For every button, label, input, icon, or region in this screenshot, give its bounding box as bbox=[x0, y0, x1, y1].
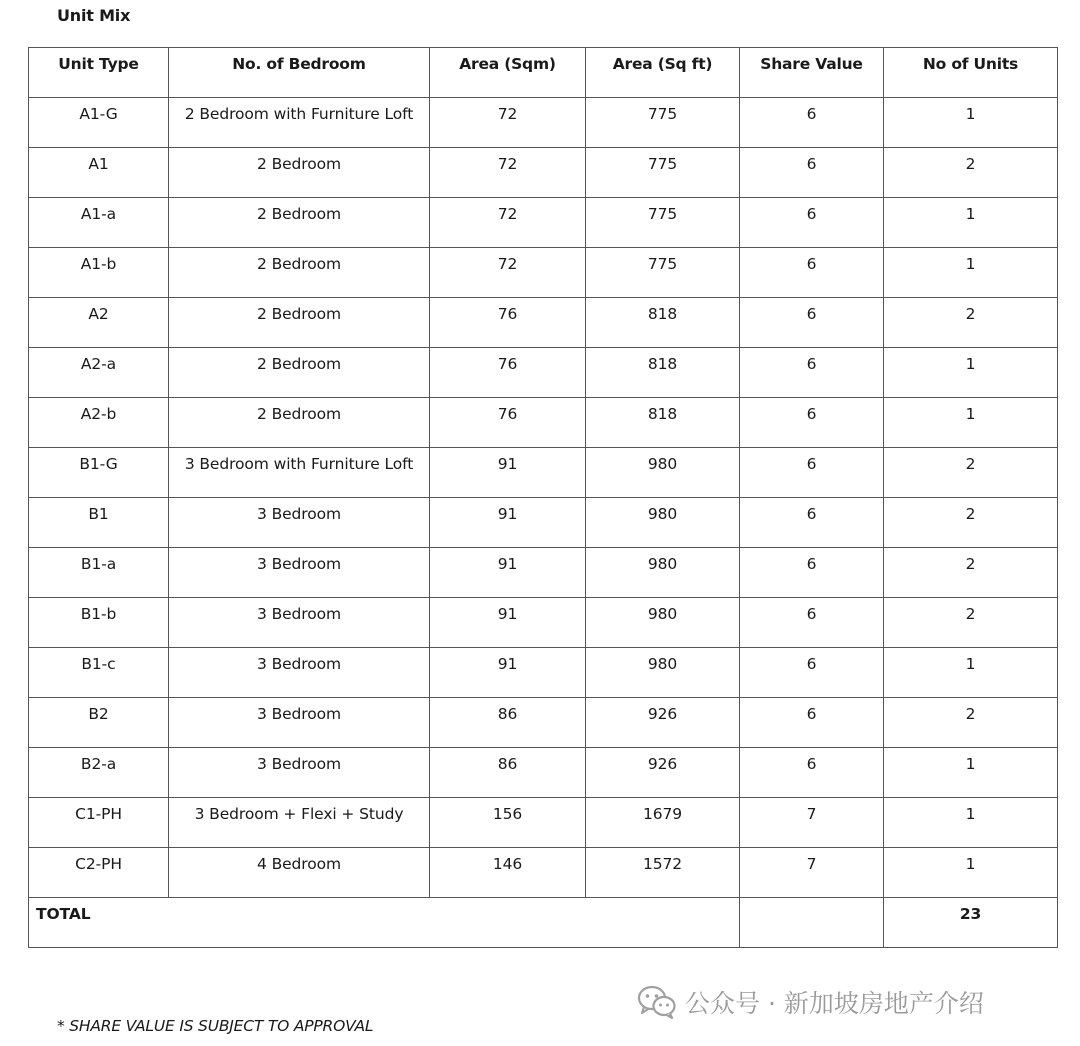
cell-no-of-units: 1 bbox=[884, 798, 1058, 848]
cell-bedroom: 2 Bedroom bbox=[169, 148, 430, 198]
cell-unit-type: A1-G bbox=[29, 98, 169, 148]
total-row bbox=[29, 898, 1058, 948]
cell-area-sqft: 818 bbox=[586, 298, 740, 348]
cell-bedroom: 2 Bedroom bbox=[169, 298, 430, 348]
cell-share-value: 6 bbox=[740, 498, 884, 548]
cell-bedroom: 2 Bedroom bbox=[169, 198, 430, 248]
cell-share-value: 6 bbox=[740, 298, 884, 348]
cell-bedroom: 3 Bedroom bbox=[169, 648, 430, 698]
cell-unit-type: A1-b bbox=[29, 248, 169, 298]
cell-area-sqm: 76 bbox=[430, 398, 586, 448]
cell-no-of-units: 1 bbox=[884, 248, 1058, 298]
header-bedroom: No. of Bedroom bbox=[169, 48, 430, 98]
cell-area-sqm: 76 bbox=[430, 348, 586, 398]
cell-area-sqft: 775 bbox=[586, 248, 740, 298]
cell-area-sqft: 926 bbox=[586, 748, 740, 798]
cell-no-of-units: 1 bbox=[884, 198, 1058, 248]
cell-bedroom: 3 Bedroom + Flexi + Study bbox=[169, 798, 430, 848]
cell-unit-type: A1-a bbox=[29, 198, 169, 248]
cell-bedroom: 3 Bedroom bbox=[169, 698, 430, 748]
cell-no-of-units: 2 bbox=[884, 148, 1058, 198]
cell-area-sqft: 818 bbox=[586, 348, 740, 398]
cell-share-value: 6 bbox=[740, 748, 884, 798]
watermark bbox=[637, 984, 984, 1020]
total-share-value bbox=[740, 898, 884, 948]
cell-area-sqft: 1572 bbox=[586, 848, 740, 898]
cell-unit-type: B1-G bbox=[29, 448, 169, 498]
header-area-sqft: Area (Sq ft) bbox=[586, 48, 740, 98]
cell-area-sqm: 86 bbox=[430, 748, 586, 798]
cell-area-sqm: 72 bbox=[430, 198, 586, 248]
cell-unit-type: B1-c bbox=[29, 648, 169, 698]
table-row bbox=[29, 798, 1058, 848]
cell-no-of-units: 2 bbox=[884, 698, 1058, 748]
cell-no-of-units: 2 bbox=[884, 598, 1058, 648]
cell-no-of-units: 2 bbox=[884, 548, 1058, 598]
cell-unit-type: A2 bbox=[29, 298, 169, 348]
cell-unit-type: B1-a bbox=[29, 548, 169, 598]
cell-no-of-units: 1 bbox=[884, 98, 1058, 148]
cell-area-sqft: 818 bbox=[586, 398, 740, 448]
table-row bbox=[29, 648, 1058, 698]
cell-area-sqft: 980 bbox=[586, 648, 740, 698]
cell-bedroom: 2 Bedroom with Furniture Loft bbox=[169, 98, 430, 148]
cell-area-sqm: 91 bbox=[430, 598, 586, 648]
cell-area-sqm: 72 bbox=[430, 248, 586, 298]
cell-bedroom: 2 Bedroom bbox=[169, 348, 430, 398]
cell-share-value: 6 bbox=[740, 198, 884, 248]
page-title: Unit Mix bbox=[57, 6, 131, 25]
cell-bedroom: 3 Bedroom bbox=[169, 548, 430, 598]
cell-area-sqft: 775 bbox=[586, 98, 740, 148]
cell-bedroom: 3 Bedroom bbox=[169, 598, 430, 648]
cell-share-value: 6 bbox=[740, 548, 884, 598]
cell-no-of-units: 1 bbox=[884, 648, 1058, 698]
cell-unit-type: B1 bbox=[29, 498, 169, 548]
cell-share-value: 6 bbox=[740, 398, 884, 448]
table-row bbox=[29, 348, 1058, 398]
cell-area-sqft: 775 bbox=[586, 148, 740, 198]
table-body bbox=[29, 98, 1058, 948]
cell-area-sqm: 72 bbox=[430, 98, 586, 148]
table-row bbox=[29, 448, 1058, 498]
cell-no-of-units: 1 bbox=[884, 848, 1058, 898]
table-row bbox=[29, 848, 1058, 898]
cell-area-sqm: 91 bbox=[430, 498, 586, 548]
cell-no-of-units: 1 bbox=[884, 398, 1058, 448]
cell-share-value: 6 bbox=[740, 98, 884, 148]
table-row bbox=[29, 298, 1058, 348]
cell-area-sqft: 980 bbox=[586, 598, 740, 648]
unit-mix-table bbox=[28, 47, 1058, 948]
cell-bedroom: 3 Bedroom with Furniture Loft bbox=[169, 448, 430, 498]
cell-share-value: 6 bbox=[740, 348, 884, 398]
wechat-icon bbox=[637, 985, 677, 1019]
cell-share-value: 6 bbox=[740, 598, 884, 648]
cell-area-sqft: 926 bbox=[586, 698, 740, 748]
cell-unit-type: B1-b bbox=[29, 598, 169, 648]
cell-share-value: 7 bbox=[740, 848, 884, 898]
cell-share-value: 6 bbox=[740, 248, 884, 298]
cell-bedroom: 2 Bedroom bbox=[169, 398, 430, 448]
table-row bbox=[29, 398, 1058, 448]
total-units: 23 bbox=[884, 898, 1058, 948]
table-row bbox=[29, 198, 1058, 248]
table-row bbox=[29, 748, 1058, 798]
cell-area-sqm: 76 bbox=[430, 298, 586, 348]
cell-share-value: 6 bbox=[740, 648, 884, 698]
cell-bedroom: 4 Bedroom bbox=[169, 848, 430, 898]
cell-no-of-units: 2 bbox=[884, 298, 1058, 348]
cell-area-sqft: 980 bbox=[586, 548, 740, 598]
cell-unit-type: A2-b bbox=[29, 398, 169, 448]
cell-no-of-units: 2 bbox=[884, 498, 1058, 548]
cell-bedroom: 3 Bedroom bbox=[169, 498, 430, 548]
cell-share-value: 6 bbox=[740, 148, 884, 198]
footnote: * SHARE VALUE IS SUBJECT TO APPROVAL bbox=[57, 1017, 374, 1035]
cell-area-sqft: 980 bbox=[586, 498, 740, 548]
cell-area-sqm: 146 bbox=[430, 848, 586, 898]
cell-bedroom: 2 Bedroom bbox=[169, 248, 430, 298]
cell-bedroom: 3 Bedroom bbox=[169, 748, 430, 798]
cell-no-of-units: 2 bbox=[884, 448, 1058, 498]
cell-unit-type: A1 bbox=[29, 148, 169, 198]
table-row bbox=[29, 498, 1058, 548]
table-row bbox=[29, 98, 1058, 148]
cell-no-of-units: 1 bbox=[884, 348, 1058, 398]
cell-unit-type: C1-PH bbox=[29, 798, 169, 848]
cell-share-value: 6 bbox=[740, 698, 884, 748]
header-area-sqm: Area (Sqm) bbox=[430, 48, 586, 98]
cell-area-sqft: 775 bbox=[586, 198, 740, 248]
cell-share-value: 7 bbox=[740, 798, 884, 848]
cell-area-sqm: 72 bbox=[430, 148, 586, 198]
header-unit-type: Unit Type bbox=[29, 48, 169, 98]
cell-unit-type: C2-PH bbox=[29, 848, 169, 898]
table-row bbox=[29, 698, 1058, 748]
cell-unit-type: B2-a bbox=[29, 748, 169, 798]
cell-area-sqm: 86 bbox=[430, 698, 586, 748]
cell-area-sqm: 91 bbox=[430, 648, 586, 698]
cell-no-of-units: 1 bbox=[884, 748, 1058, 798]
watermark-text: 公众号 · 新加坡房地产介绍 bbox=[685, 989, 984, 1018]
header-share-value: Share Value bbox=[740, 48, 884, 98]
cell-unit-type: B2 bbox=[29, 698, 169, 748]
table-row bbox=[29, 248, 1058, 298]
cell-share-value: 6 bbox=[740, 448, 884, 498]
cell-area-sqft: 980 bbox=[586, 448, 740, 498]
table-row bbox=[29, 548, 1058, 598]
table-row bbox=[29, 148, 1058, 198]
header-no-of-units: No of Units bbox=[884, 48, 1058, 98]
table-header-row bbox=[29, 48, 1058, 98]
cell-area-sqm: 91 bbox=[430, 448, 586, 498]
cell-area-sqm: 156 bbox=[430, 798, 586, 848]
table-row bbox=[29, 598, 1058, 648]
cell-area-sqm: 91 bbox=[430, 548, 586, 598]
total-label: TOTAL bbox=[29, 898, 740, 948]
cell-unit-type: A2-a bbox=[29, 348, 169, 398]
cell-area-sqft: 1679 bbox=[586, 798, 740, 848]
